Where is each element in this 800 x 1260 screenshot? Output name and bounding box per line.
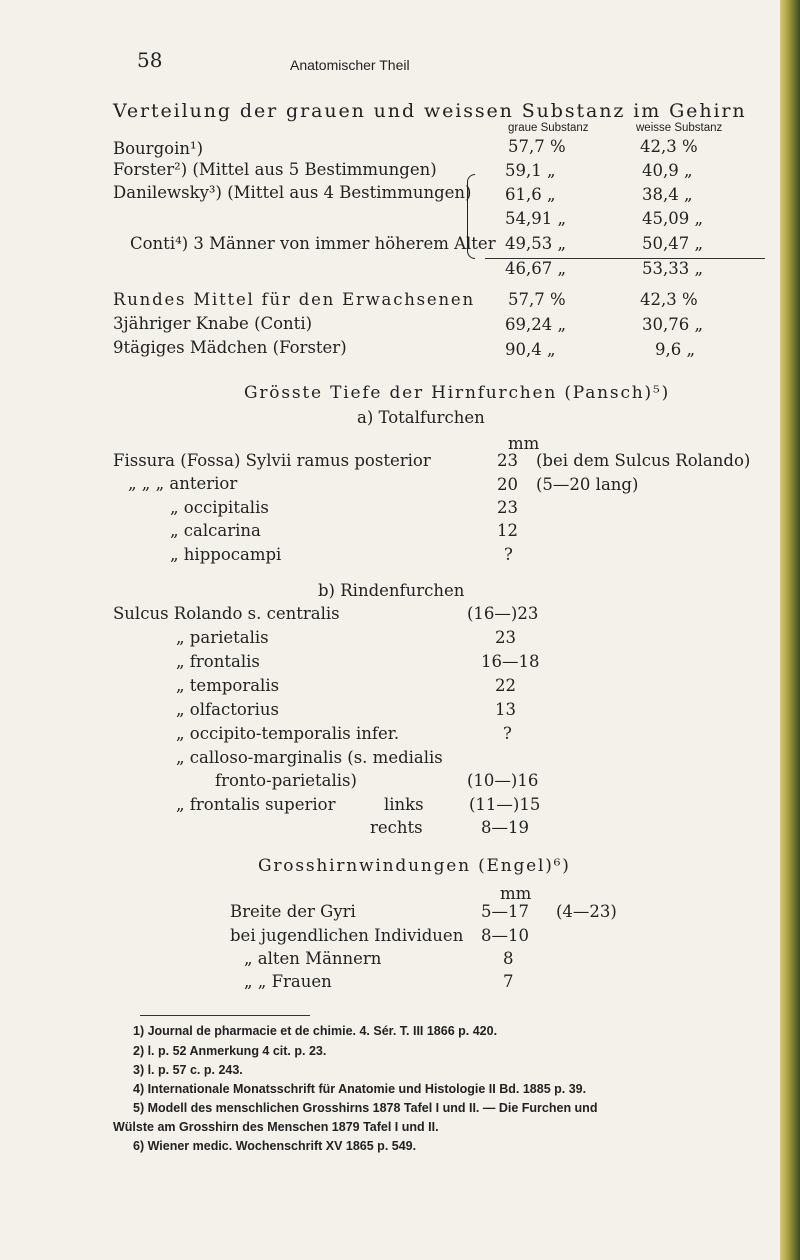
- sulcus-label: „ frontalis superior: [176, 795, 336, 814]
- sulcus-value: 23: [495, 628, 516, 647]
- summary-label: Rundes Mittel für den Erwachsenen: [113, 290, 475, 309]
- footnote: 2) l. p. 52 Anmerkung 4 cit. p. 23.: [133, 1044, 327, 1058]
- sub-a: a) Totalfurchen: [357, 408, 485, 427]
- sulcus-side: rechts: [370, 818, 423, 837]
- divider: [485, 258, 765, 259]
- gyri-label: bei jugendlichen Individuen: [230, 926, 464, 945]
- row-grey: 57,7 %: [508, 137, 566, 156]
- gyri-value: 8: [503, 949, 514, 968]
- summary-white: 42,3 %: [640, 290, 698, 309]
- footnote: Wülste am Grosshirn des Menschen 1879 Tafel I und II.: [113, 1120, 439, 1134]
- section3-title: Grosshirnwindungen (Engel)⁶): [258, 856, 571, 876]
- unit-mm: mm: [508, 434, 540, 453]
- conti-white: 53,33 „: [642, 259, 704, 278]
- col-head-grey: graue Substanz: [508, 122, 589, 134]
- conti-grey: 46,67 „: [505, 259, 567, 278]
- gyri-value: 5—17: [481, 902, 529, 921]
- fissure-label: „ calcarina: [170, 521, 261, 540]
- gyri-label: Breite der Gyri: [230, 902, 356, 921]
- gyri-label: „ „ Frauen: [244, 972, 332, 991]
- sulcus-value: 16—18: [481, 652, 540, 671]
- fissure-label: „ „ „ anterior: [128, 474, 238, 493]
- fissure-note: (5—20 lang): [536, 475, 639, 494]
- conti-label: Conti⁴) 3 Männer von immer höherem Alter: [130, 234, 496, 253]
- row-grey: 61,6 „: [505, 185, 556, 204]
- sulcus-label: „ olfactorius: [176, 700, 280, 719]
- page-number: 58: [137, 48, 163, 72]
- fissure-value: 23: [497, 498, 518, 517]
- sulcus-value: (16—)23: [467, 604, 539, 623]
- col-head-white: weisse Substanz: [636, 122, 723, 134]
- sulcus-label: „ frontalis: [176, 652, 260, 671]
- table1-title: Verteilung der grauen und weissen Substanz im Gehirn: [113, 100, 747, 122]
- sulcus-label: fronto-parietalis): [215, 771, 357, 790]
- gyri-value: 7: [503, 972, 514, 991]
- conti-white: 45,09 „: [642, 209, 704, 228]
- sulcus-value: 13: [495, 700, 516, 719]
- row-label: Bourgoin¹): [113, 139, 204, 158]
- section2-title: Grösste Tiefe der Hirnfurchen (Pansch)⁵): [244, 383, 671, 403]
- sulcus-value: ?: [503, 724, 512, 743]
- gyri-label: „ alten Männern: [244, 949, 382, 968]
- fissure-label: „ hippocampi: [170, 545, 282, 564]
- conti-grey: 54,91 „: [505, 209, 567, 228]
- row-grey: 59,1 „: [505, 161, 556, 180]
- row-white: 38,4 „: [642, 185, 693, 204]
- conti-white: 50,47 „: [642, 234, 704, 253]
- page-edge: [780, 0, 800, 1260]
- running-head: Anatomischer Theil: [290, 57, 410, 73]
- footnote: 6) Wiener medic. Wochenschrift XV 1865 p. 549.: [133, 1139, 417, 1153]
- sulcus-label: „ occipito-temporalis infer.: [176, 724, 400, 743]
- summary-white: 9,6 „: [655, 340, 696, 359]
- sulcus-side: links: [384, 795, 424, 814]
- sulcus-label: „ calloso-marginalis (s. medialis: [176, 748, 443, 767]
- footnote-rule: [140, 1015, 310, 1016]
- sulcus-value: (10—)16: [467, 771, 539, 790]
- row-white: 42,3 %: [640, 137, 698, 156]
- sulcus-label: „ parietalis: [176, 628, 269, 647]
- sulcus-value: 22: [495, 676, 516, 695]
- fissure-value: 20: [497, 475, 518, 494]
- summary-label: 9tägiges Mädchen (Forster): [113, 338, 347, 357]
- summary-grey: 57,7 %: [508, 290, 566, 309]
- unit-mm: mm: [500, 884, 532, 903]
- fissure-value: ?: [504, 545, 513, 564]
- gyri-note: (4—23): [556, 902, 617, 921]
- sulcus-label: „ temporalis: [176, 676, 280, 695]
- fissure-label: Fissura (Fossa) Sylvii ramus posterior: [113, 451, 431, 470]
- fissure-label: „ occipitalis: [170, 498, 269, 517]
- footnote: 3) l. p. 57 c. p. 243.: [133, 1063, 243, 1077]
- row-label: Danilewsky³) (Mittel aus 4 Bestimmungen): [113, 183, 472, 202]
- summary-grey: 69,24 „: [505, 315, 567, 334]
- gyri-value: 8—10: [481, 926, 529, 945]
- footnote: 4) Internationale Monatsschrift für Anatomie und Histologie II Bd. 1885 p. 39.: [133, 1082, 587, 1096]
- fissure-note: (bei dem Sulcus Rolando): [536, 451, 751, 470]
- fissure-value: 23: [497, 451, 518, 470]
- sulcus-value: 8—19: [481, 818, 529, 837]
- row-white: 40,9 „: [642, 161, 693, 180]
- conti-grey: 49,53 „: [505, 234, 567, 253]
- summary-white: 30,76 „: [642, 315, 704, 334]
- footnote: 5) Modell des menschlichen Grosshirns 1878 Tafel I und II. — Die Furchen und: [133, 1101, 598, 1115]
- summary-grey: 90,4 „: [505, 340, 556, 359]
- fissure-value: 12: [497, 521, 518, 540]
- sulcus-value: (11—)15: [469, 795, 541, 814]
- row-label: Forster²) (Mittel aus 5 Bestimmungen): [113, 160, 437, 179]
- footnote: 1) Journal de pharmacie et de chimie. 4. Sér. T. III 1866 p. 420.: [133, 1024, 498, 1038]
- sulcus-label: Sulcus Rolando s. centralis: [113, 604, 340, 623]
- summary-label: 3jähriger Knabe (Conti): [113, 314, 313, 333]
- sub-b: b) Rindenfurchen: [318, 581, 465, 600]
